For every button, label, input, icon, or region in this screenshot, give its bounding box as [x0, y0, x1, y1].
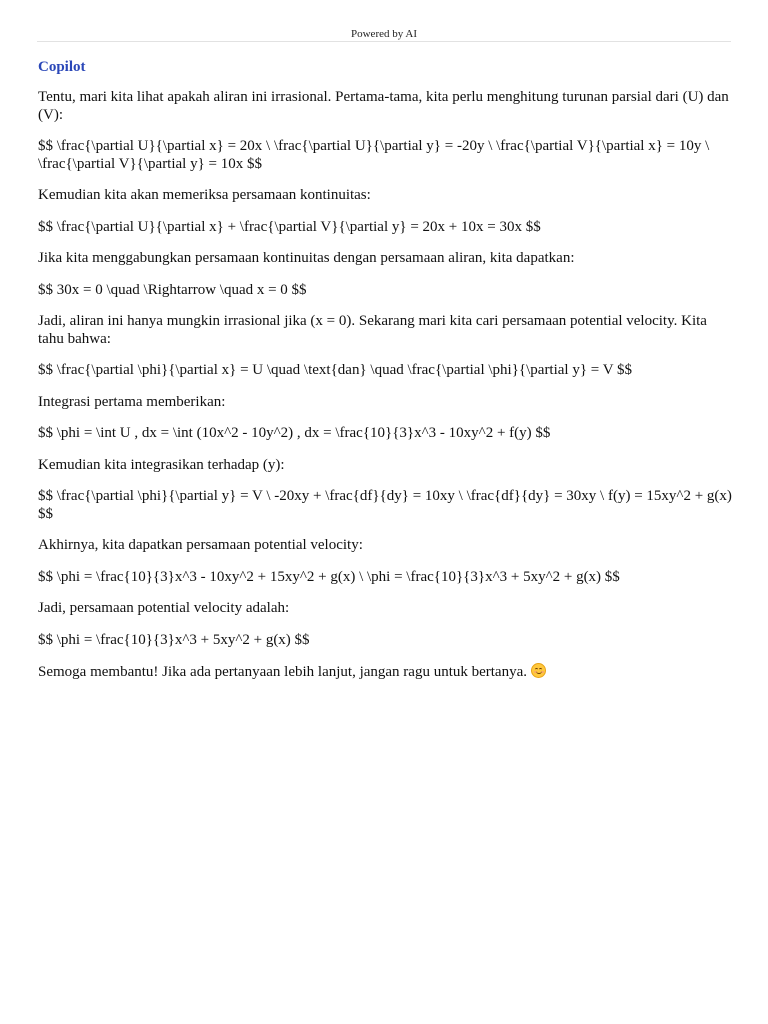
closing-text: Semoga membantu! Jika ada pertanyaan lebih lanjut, jangan ragu untuk bertanya. [38, 664, 528, 680]
combine-paragraph: Jika kita menggabungkan persamaan kontinuitas dengan persamaan aliran, kita dapatkan: [38, 250, 575, 266]
first-integration-paragraph: Integrasi pertama memberikan: [38, 393, 226, 410]
sender-name: Copilot [38, 59, 86, 75]
partial-derivatives-formula: $$ \frac{\partial U}{\partial x} = 20x \ \frac{\partial U}{\partial y} = -20y \ \frac{\partial V}{\partial x} = 10y \ \frac{\partial V}{\partial y} = 10x $$ [38, 138, 714, 172]
powered-by-header: Powered by AI [351, 28, 417, 40]
irrotational-conclusion-paragraph: Jadi, aliran ini hanya mungkin irrasional jika (x = 0). Sekarang mari kita cari persamaan potential velocity. Kita tahu bahwa: [38, 313, 711, 347]
integrate-y-paragraph: Kemudian kita integrasikan terhadap (y): [38, 456, 285, 473]
final-derivation-formula: $$ \phi = \frac{10}{3}x^3 - 10xy^2 + 15xy^2 + g(x) \ \phi = \frac{10}{3}x^3 + 5xy^2 + g(x) $$ [38, 568, 620, 585]
first-integration-formula: $$ \phi = \int U , dx = \int (10x^2 - 10y^2) , dx = \frac{10}{3}x^3 - 10xy^2 + f(y) $$ [38, 425, 551, 441]
potential-definition-formula: $$ \frac{\partial \phi}{\partial x} = U \quad \text{dan} \quad \frac{\partial \phi}{\partial y} = V $$ [38, 362, 633, 378]
closing-paragraph [38, 663, 732, 682]
result-formula: $$ \phi = \frac{10}{3}x^3 + 5xy^2 + g(x) $$ [38, 631, 310, 648]
combine-formula: $$ 30x = 0 \quad \Rightarrow \quad x = 0 $$ [38, 281, 307, 298]
header-divider [37, 41, 731, 42]
smiling-face-emoji-icon [531, 663, 546, 678]
intro-paragraph: Tentu, mari kita lihat apakah aliran ini irrasional. Pertama-tama, kita perlu menghitung turunan parsial dari (U) dan (V): [38, 89, 733, 123]
copilot-message [38, 57, 736, 696]
continuity-formula: $$ \frac{\partial U}{\partial x} + \frac{\partial V}{\partial y} = 20x + 10x = 30x $$ [38, 218, 541, 235]
continuity-intro-paragraph: Kemudian kita akan memeriksa persamaan kontinuitas: [38, 187, 371, 203]
final-intro-paragraph: Akhirnya, kita dapatkan persamaan potential velocity: [38, 537, 363, 553]
result-intro-paragraph: Jadi, persamaan potential velocity adalah: [38, 600, 290, 616]
integrate-y-formula: $$ \frac{\partial \phi}{\partial y} = V \ -20xy + \frac{df}{dy} = 10xy \ \frac{df}{dy} = 30xy \ f(y) = 15xy^2 + g(x) $$ [38, 488, 736, 522]
